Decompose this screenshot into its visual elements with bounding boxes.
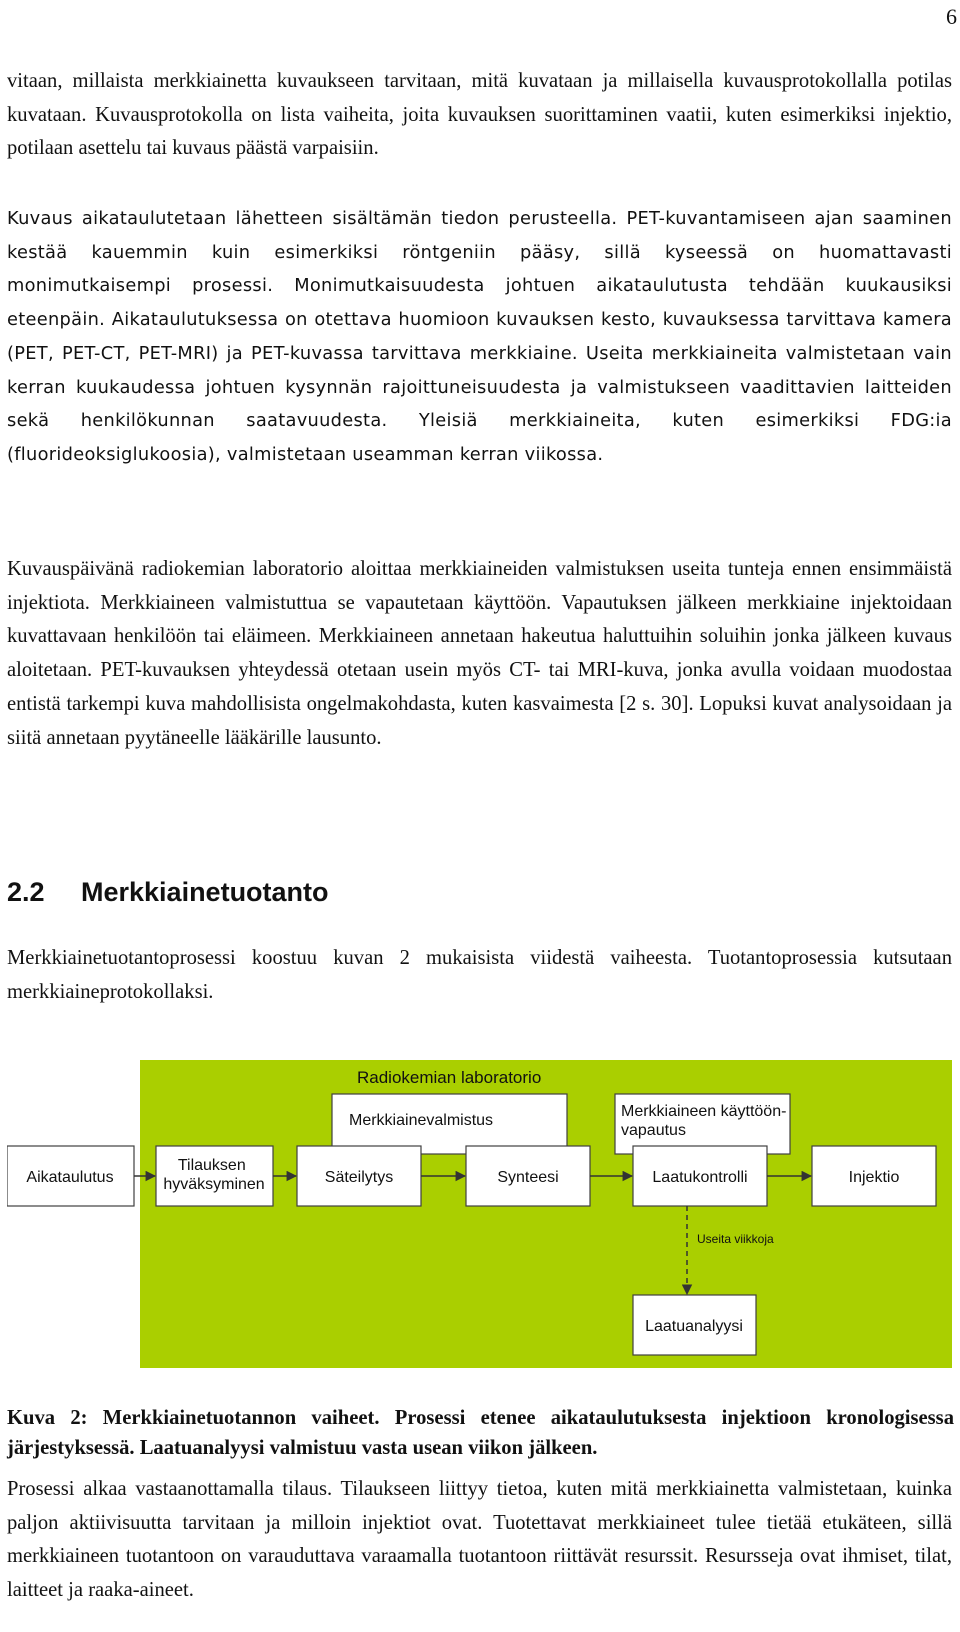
process-diagram-svg [7,1060,952,1370]
manufacturing-region-label: Merkkiainevalmistus [349,1112,494,1129]
release-region-label-line-1: Merkkiaineen käyttöön- [621,1103,787,1120]
process-diagram [7,1060,952,1370]
paragraph-5: Prosessi alkaa vastaanottamalla tilaus. Tilaukseen liittyy tietoa, kuten mitä merkkiainetta valmistetaan, kuinka paljon aktiivisuutta tarvitaan ja milloin injektiot ovat. Tuotettavat merkkiaineet tulee tietää etukäteen, sillä merkkiaineen tuotantoon on varauduttava varaamalla tuotantoon riittävät resurssit. Resursseja ovat ihmiset, tilat, laitteet ja raaka-aineet. [7,1478,952,1602]
arrow-label-several-weeks: Useita viikkoja [697,1232,774,1246]
release-region-label-line-2: vapautus [621,1122,686,1139]
paragraph-2: Kuvaus aikataulutetaan lähetteen sisältämän tiedon perusteella. PET-kuvantamiseen ajan saaminen kestää kauemmin kuin esimerkiksi röntgeniin pääsy, sillä kyseessä on huomattavasti monimutkaisempi prosessi. Monimutkaisuudesta johtuen aikataulutusta tehdään kuukausiksi eteenpäin. Aikataulutuksessa on otettava huomioon kuvauksen kesto, kuvauksessa tarvittava kamera (PET, PET-CT, PET-MRI) ja PET-kuvassa tarvittava merkkiaine. Useita merkkiaineita valmistetaan vain kerran kuukaudessa johtuen kysynnän rajoittuneisuudesta ja valmistukseen vaadittavien laitteiden sekä henkilökunnan saatavuudesta. Yleisiä merkkiaineita, kuten esimerkiksi FDG:ia (fluorideoksiglukoosia), valmistetaan useamman kerran viikossa. [7,208,952,465]
figure-caption: Kuva 2: Merkkiainetuotannon vaiheet. Prosessi etenee aikataulutuksesta injektioon kronologisessa järjestyksessä. Laatuanalyysi valmistuu vasta usean viikon jälkeen. [7,1407,954,1459]
section-number: 2.2 [7,877,45,907]
page-number: 6 [946,4,957,29]
paragraph-4: Merkkiainetuotantoprosessi koostuu kuvan 2 mukaisista viidestä vaiheesta. Tuotantoprosessia kutsutaan merkkiaineprotokollaksi. [7,947,952,1003]
section-heading [7,877,329,908]
injection-box-label: Injektio [848,1169,900,1186]
quality-analysis-box-label: Laatuanalyysi [645,1318,743,1335]
lab-region-label: Radiokemian laboratorio [357,1068,542,1087]
synthesis-box-label: Synteesi [497,1169,559,1186]
irradiation-box-label: Säteilytys [324,1169,394,1186]
paragraph-1: vitaan, millaista merkkiainetta kuvaukseen tarvitaan, mitä kuvataan ja millaisella kuvausprotokollalla potilas kuvataan. Kuvausprotokolla on lista vaiheita, joita kuvauksen suorittaminen vaatii, kuten esimerkiksi injektio, potilaan asettelu tai kuvaus päästä varpaisiin. [7,70,952,160]
scheduling-box-label: Aikataulutus [26,1169,114,1186]
order-acceptance-line-2: hyväksyminen [163,1176,265,1193]
section-title: Merkkiainetuotanto [81,877,329,907]
quality-control-box-label: Laatukontrolli [652,1169,748,1186]
paragraph-3: Kuvauspäivänä radiokemian laboratorio aloittaa merkkiaineiden valmistuksen useita tunteja ennen ensimmäistä injektiota. Merkkiaineen valmistuttua se vapautetaan käyttöön. Vapautuksen jälkeen merkkiaine injektoidaan kuvattavaan henkilöön tai eläimeen. Merkkiaineen annetaan hakeutua haluttuihin soluihin jonka jälkeen kuvaus aloitetaan. PET-kuvauksen yhteydessä otetaan usein myös CT- tai MRI-kuva, jonka avulla voidaan muodostaa entistä tarkempi kuva mahdollisista ongelmakohdasta, kuten kasvaimesta [2 s. 30]. Lopuksi kuvat analysoidaan ja siitä annetaan pyytäneelle lääkärille lausunto. [7,558,952,749]
order-acceptance-line-1: Tilauksen [177,1157,246,1174]
